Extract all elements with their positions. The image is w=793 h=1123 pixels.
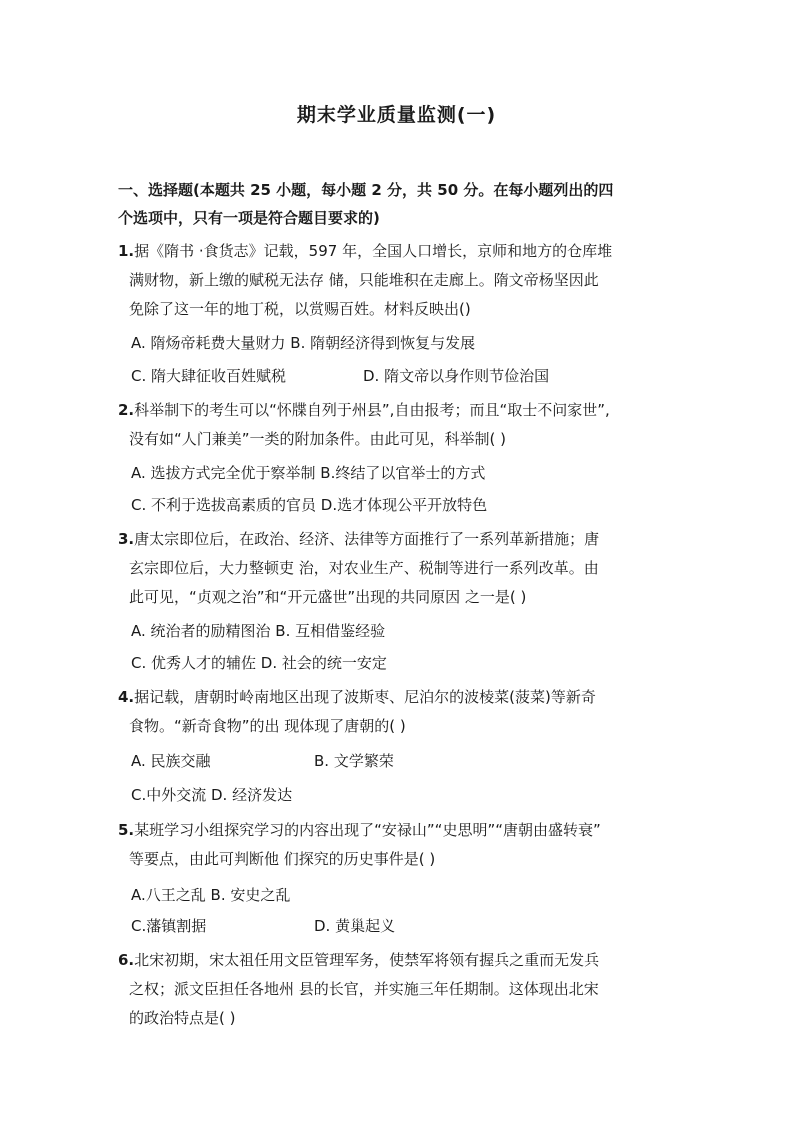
question-text-line: 之权；派文臣担任各地州 县的长官，并实施三年任期制。这体现出北宋: [129, 980, 599, 998]
question-text-line: 科举制下的考生可以“怀牒自列于州县”,自由报考；而且“取士不问家世”,: [134, 401, 610, 419]
question-text-line: 没有如“人门兼美”一类的附加条件。由此可见，科举制( ): [129, 430, 507, 448]
question-text-line: 的政治特点是( ): [129, 1009, 236, 1027]
option-a: A. 民族交融: [131, 752, 211, 770]
question-number: 2.: [118, 401, 135, 419]
option-line: C.中外交流 D. 经济发达: [131, 786, 293, 804]
option-c: C.藩镇割据: [131, 917, 207, 935]
question-text-line: 据记载，唐朝时岭南地区出现了波斯枣、尼泊尔的波棱菜(菠菜)等新奇: [134, 688, 596, 706]
question-4: [118, 683, 643, 741]
page-title: 期末学业质量监测(一): [296, 104, 497, 126]
question-6: [118, 946, 643, 1033]
section-heading-line: 一、选择题(本题共 25 小题，每小题 2 分，共 50 分。在每小题列出的四: [118, 181, 614, 199]
option-line: A. 统治者的励精图治 B. 互相借鉴经验: [131, 622, 386, 640]
question-5: [118, 816, 643, 874]
question-text-line: 等要点，由此可判断他 们探究的历史事件是( ): [129, 850, 436, 868]
option-d: D. 黄巢起义: [314, 917, 396, 935]
section-heading-line: 个选项中，只有一项是符合题目要求的): [118, 209, 380, 227]
question-text-line: 北宋初期，宋太祖任用文臣管理军务，使禁军将领有握兵之重而无发兵: [134, 951, 600, 969]
question-text-line: 唐太宗即位后，在政治、经济、法律等方面推行了一系列革新措施；唐: [134, 530, 600, 548]
question-2: [118, 396, 643, 454]
question-number: 4.: [118, 688, 135, 706]
option-line: C. 优秀人才的辅佐 D. 社会的统一安定: [131, 654, 387, 672]
option-b: B. 文学繁荣: [314, 752, 394, 770]
option-line: A. 隋炀帝耗费大量财力 B. 隋朝经济得到恢复与发展: [131, 334, 476, 352]
question-number: 3.: [118, 530, 135, 548]
question-text-line: 玄宗即位后，大力整顿吏 治，对农业生产、税制等进行一系列改革。由: [129, 559, 599, 577]
question-3: [118, 525, 643, 612]
question-text-line: 免除了这一年的地丁税，以赏赐百姓。材料反映出(): [129, 300, 471, 318]
question-1: [118, 237, 643, 324]
question-text-line: 满财物，新上缴的赋税无法存 储，只能堆积在走廊上。隋文帝杨坚因此: [129, 271, 599, 289]
option-c: C. 隋大肆征收百姓赋税: [131, 367, 287, 385]
option-line: A. 选拔方式完全优于察举制 B.终结了以官举士的方式: [131, 464, 486, 482]
question-number: 1.: [118, 242, 135, 260]
section-heading: [118, 176, 638, 232]
option-d: D. 隋文帝以身作则节俭治国: [363, 367, 550, 385]
question-text-line: 此可见，“贞观之治”和“开元盛世”出现的共同原因 之一是( ): [129, 588, 527, 606]
question-number: 6.: [118, 951, 135, 969]
option-line: C. 不利于选拔高素质的官员 D.选才体现公平开放特色: [131, 496, 488, 514]
question-text-line: 食物。“新奇食物”的出 现体现了唐朝的( ): [129, 717, 406, 735]
option-line: A.八王之乱 B. 安史之乱: [131, 886, 291, 904]
question-text-line: 某班学习小组探究学习的内容出现了“安禄山”“史思明”“唐朝由盛转衰”: [134, 821, 601, 839]
question-text-line: 据《隋书 ·食货志》记载，597 年，全国人口增长，京师和地方的仓库堆: [134, 242, 613, 260]
question-number: 5.: [118, 821, 135, 839]
